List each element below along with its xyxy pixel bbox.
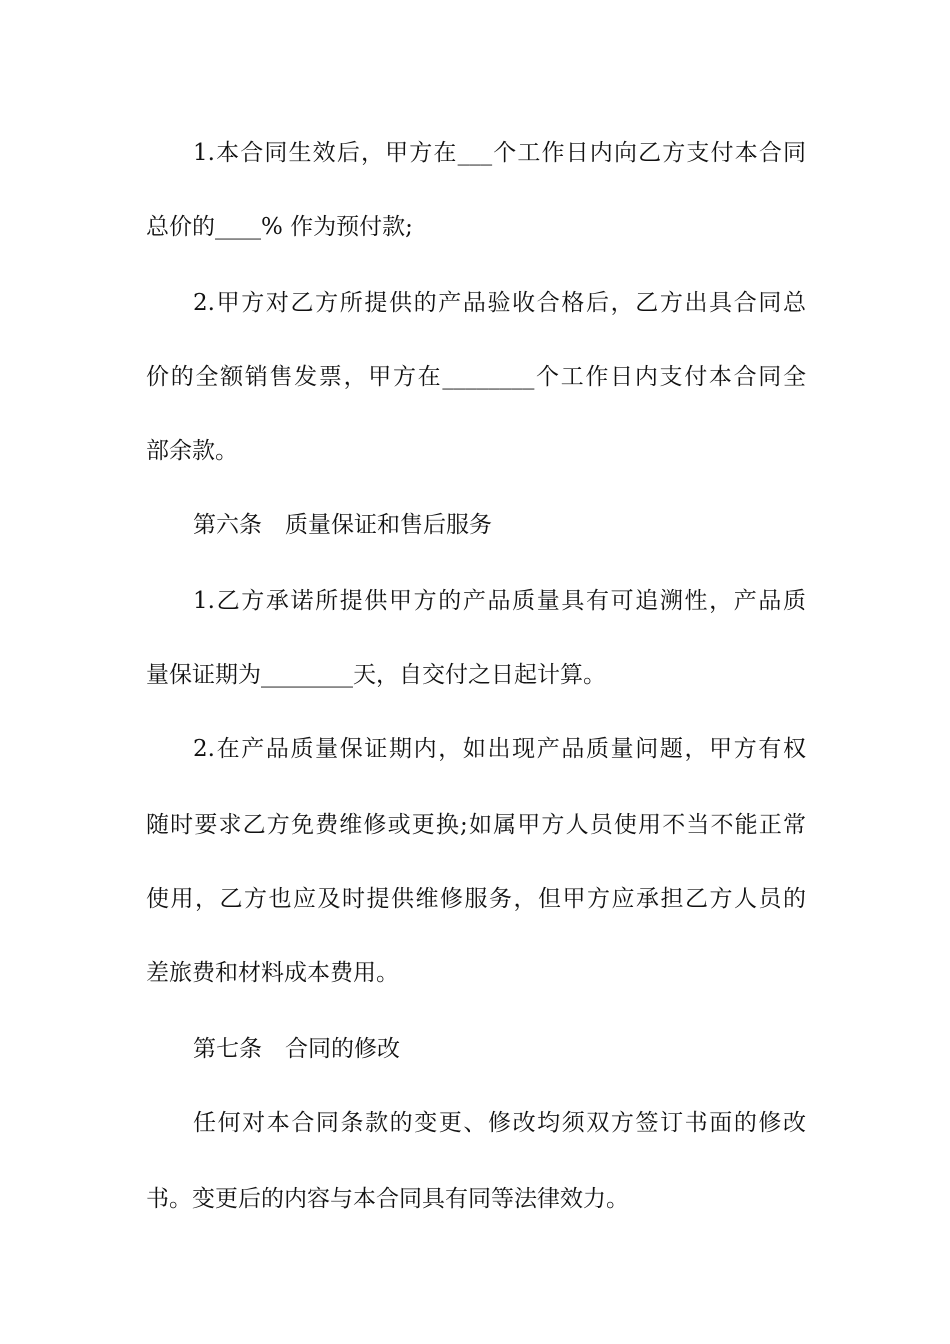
section-heading: 第七条 合同的修改 xyxy=(193,1036,400,1062)
paragraph-line: 2.在产品质量保证期内，如出现产品质量问题，甲方有权 xyxy=(193,736,806,762)
paragraph-line: 1.乙方承诺所提供甲方的产品质量具有可追溯性，产品质 xyxy=(193,588,806,614)
paragraph-line: 总价的____% 作为预付款; xyxy=(146,214,413,240)
paragraph-line: 部余款。 xyxy=(146,438,238,464)
paragraph-line: 差旅费和材料成本费用。 xyxy=(146,960,399,986)
paragraph-line: 价的全额销售发票，甲方在________个工作日内支付本合同全 xyxy=(146,364,806,390)
paragraph-line: 使用，乙方也应及时提供维修服务，但甲方应承担乙方人员的 xyxy=(146,886,806,912)
paragraph-line: 2.甲方对乙方所提供的产品验收合格后，乙方出具合同总 xyxy=(193,290,806,316)
paragraph-line: 书。变更后的内容与本合同具有同等法律效力。 xyxy=(146,1186,629,1212)
paragraph-line: 量保证期为________天，自交付之日起计算。 xyxy=(146,662,606,688)
paragraph-line: 任何对本合同条款的变更、修改均须双方签订书面的修改 xyxy=(193,1110,806,1136)
paragraph-line: 随时要求乙方免费维修或更换;如属甲方人员使用不当不能正常 xyxy=(146,812,806,838)
paragraph-line: 1.本合同生效后，甲方在___个工作日内向乙方支付本合同 xyxy=(193,140,806,166)
section-heading: 第六条 质量保证和售后服务 xyxy=(193,512,492,538)
